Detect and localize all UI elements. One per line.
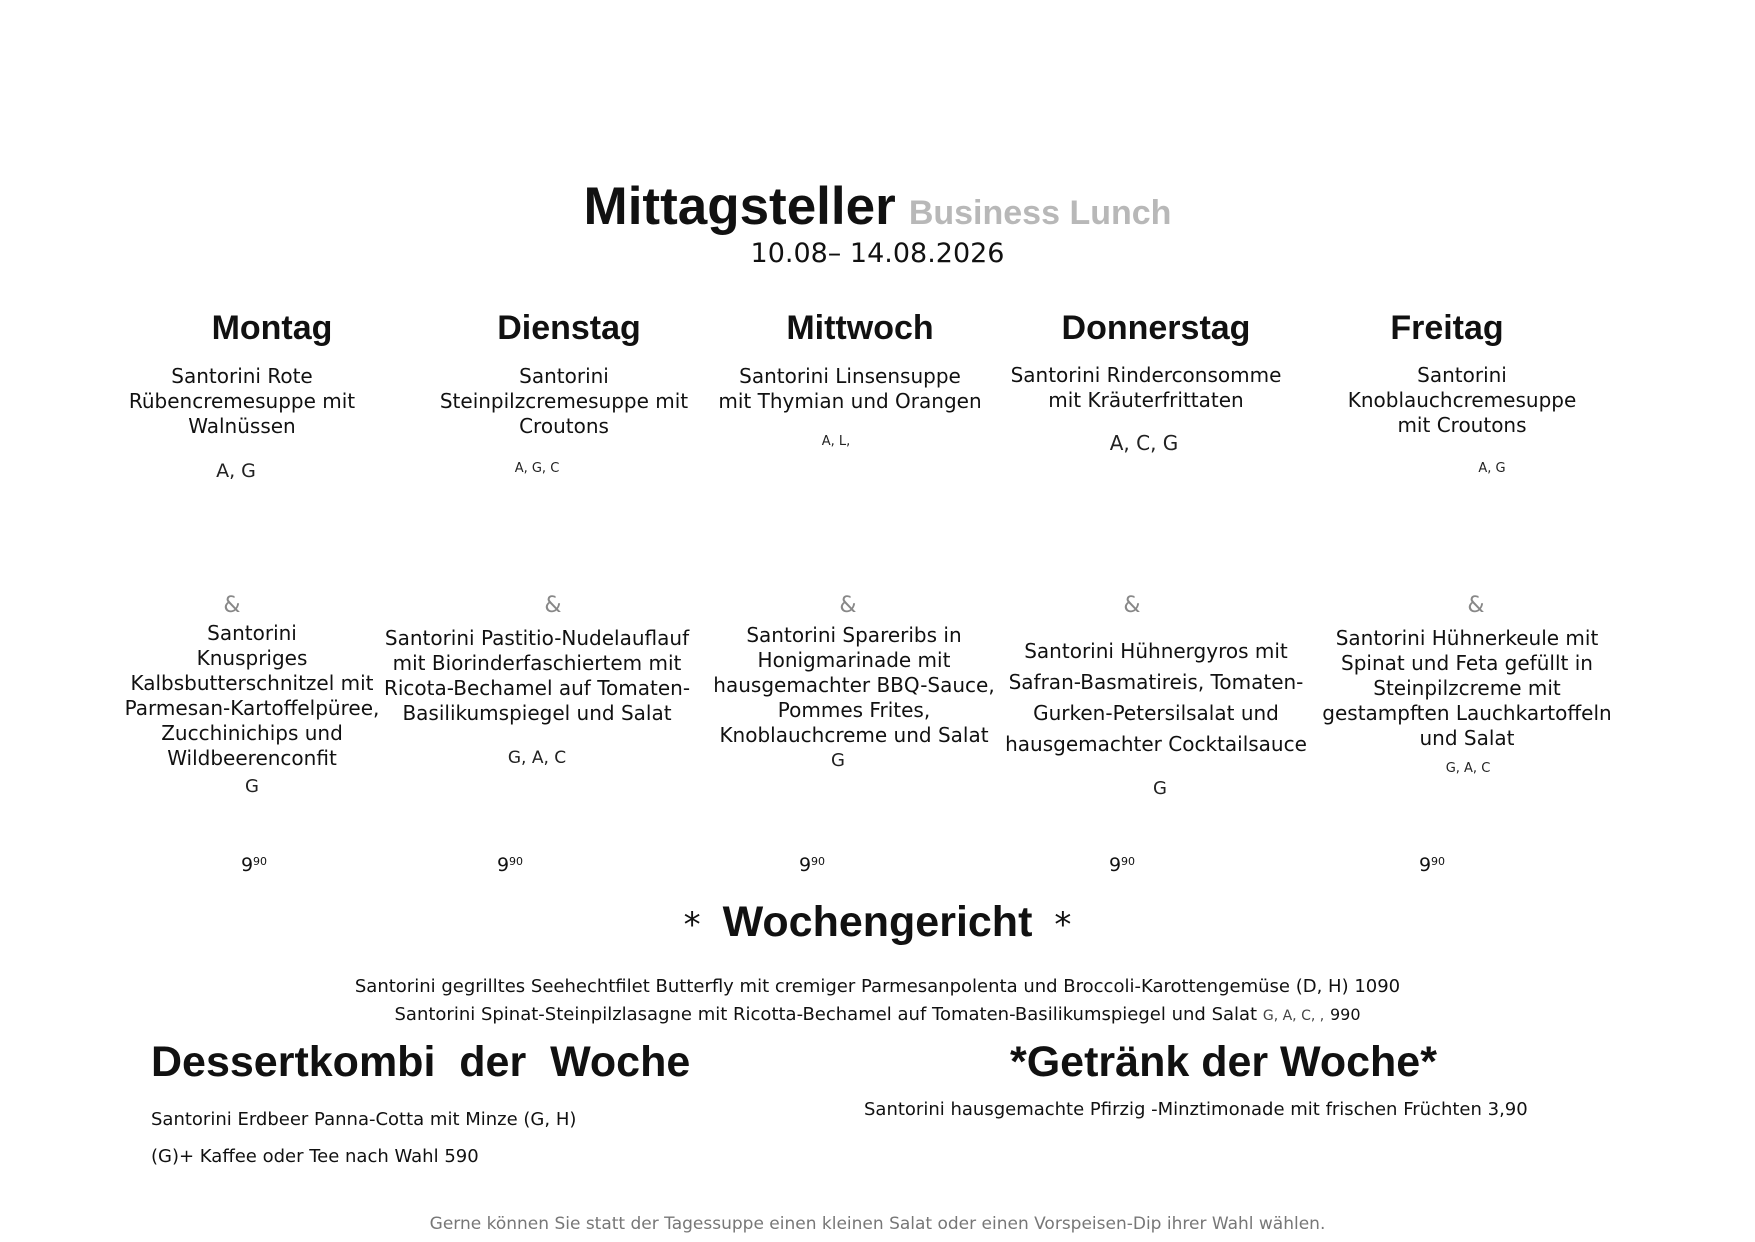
star-left: * <box>683 905 701 945</box>
main-allergens-donnerstag: G <box>1153 778 1167 799</box>
star-right: * <box>1054 905 1072 945</box>
main-dish-mittwoch: Santorini Spareribs in Honigmarinade mit hausgemachter BBQ-Sauce, Pommes Frites, Knoblauchcreme und Salat <box>713 623 995 747</box>
ampersand-dienstag: & <box>544 593 562 618</box>
weekly-dish-line-2 <box>0 1004 1755 1025</box>
soup-montag: Santorini Rote Rübencremesuppe mit Walnüssen <box>128 364 356 438</box>
ampersand-mittwoch: & <box>839 593 857 618</box>
soup-mittwoch: Santorini Linsensuppe mit Thymian und Orangen <box>718 364 982 413</box>
main-allergens-montag: G <box>245 776 259 797</box>
menu-header <box>0 176 1755 237</box>
price-mittwoch: $9^{90}$ <box>798 854 826 876</box>
date-range: 10.08– 14.08.2026 <box>750 238 1005 269</box>
main-allergens-freitag: G, A, C <box>1445 761 1491 776</box>
ampersand-montag: & <box>223 593 241 618</box>
drink-title: *Getränk der Woche* <box>1010 1038 1437 1086</box>
dessert-title: Dessertkombi der Woche <box>151 1038 691 1086</box>
soup-allergens-mittwoch: A, L, <box>821 434 851 449</box>
price-donnerstag: $9^{90}$ <box>1108 854 1136 876</box>
main-allergens-mittwoch: G <box>831 750 845 771</box>
soup-allergens-donnerstag: A, C, G <box>1109 431 1179 455</box>
dessert-extra-line <box>151 1146 479 1167</box>
page-subtitle: Business Lunch <box>908 194 1172 232</box>
day-name-montag: Montag <box>211 309 333 347</box>
weekly-dish-1-text: Santorini gegrilltes Seehechtfilet Butterfly mit cremiger Parmesanpolenta und Broccoli-Karottengemüse (D, H) <box>354 976 1349 997</box>
day-name-freitag: Freitag <box>1390 309 1504 347</box>
page-title: Mittagsteller <box>583 177 896 236</box>
dessert-price: 590 <box>444 1146 479 1167</box>
weekly-dish-2-allergens: G, A, C, , <box>1262 1008 1325 1024</box>
day-name-mittwoch: Mittwoch <box>786 309 934 347</box>
main-allergens-dienstag: G, A, C <box>507 748 567 768</box>
soup-allergens-dienstag: A, G, C <box>514 461 560 476</box>
weekly-dish-line-1 <box>0 976 1755 997</box>
soup-allergens-freitag: A, G <box>1478 461 1506 476</box>
day-name-donnerstag: Donnerstag <box>1061 309 1251 347</box>
drink-item: Santorini hausgemachte Pfirzig -Minztimonade mit frischen Früchten 3,90 <box>864 1099 1528 1120</box>
weekly-dish-2-price: 990 <box>1329 1005 1361 1024</box>
price-dienstag: $9^{90}$ <box>496 854 524 876</box>
soup-donnerstag: Santorini Rinderconsomme mit Kräuterfrittaten <box>1010 363 1282 412</box>
weekly-dish-2-text: Santorini Spinat-Steinpilzlasagne mit Ricotta-Bechamel auf Tomaten-Basilikumspiegel und Salat <box>394 1004 1258 1025</box>
weekly-dish-title: Wochengericht <box>722 898 1033 946</box>
footer-note: Gerne können Sie statt der Tagessuppe einen kleinen Salat oder einen Vorspeisen-Dip ihrer Wahl wählen. <box>429 1214 1326 1234</box>
soup-freitag: Santorini Knoblauchcremesuppe mit Croutons <box>1347 363 1577 437</box>
main-dish-montag: Santorini Knuspriges Kalbsbutterschnitzel mit Parmesan-Kartoffelpüree, Zucchinichips und Wildbeerenconfit <box>124 621 380 770</box>
weekly-dish-heading <box>0 898 1755 947</box>
weekly-dish-1-price: 1090 <box>1354 976 1401 997</box>
dessert-item: Santorini Erdbeer Panna-Cotta mit Minze (G, H) <box>151 1109 577 1130</box>
main-dish-donnerstag: Santorini Hühnergyros mit Safran-Basmatireis, Tomaten- Gurken-Petersilsalat und hausgemachter Cocktailsauce <box>1005 639 1307 756</box>
ampersand-donnerstag: & <box>1123 593 1141 618</box>
day-name-dienstag: Dienstag <box>497 309 641 347</box>
price-freitag: $9^{90}$ <box>1418 854 1446 876</box>
price-montag: $9^{90}$ <box>240 854 268 876</box>
soup-dienstag: Santorini Steinpilzcremesuppe mit Croutons <box>439 364 689 438</box>
main-dish-dienstag: Santorini Pastitio-Nudelauflauf mit Biorinderfaschiertem mit Ricota-Bechamel auf Tomaten- Basilikumspiegel und Salat <box>383 626 691 725</box>
soup-allergens-montag: A, G <box>216 460 256 482</box>
dessert-extra: (G)+ Kaffee oder Tee nach Wahl <box>151 1146 439 1167</box>
main-dish-freitag: Santorini Hühnerkeule mit Spinat und Feta gefüllt in Steinpilzcreme mit gestampften Lauchkartoffeln und Salat <box>1322 626 1612 750</box>
ampersand-freitag: & <box>1467 593 1485 618</box>
